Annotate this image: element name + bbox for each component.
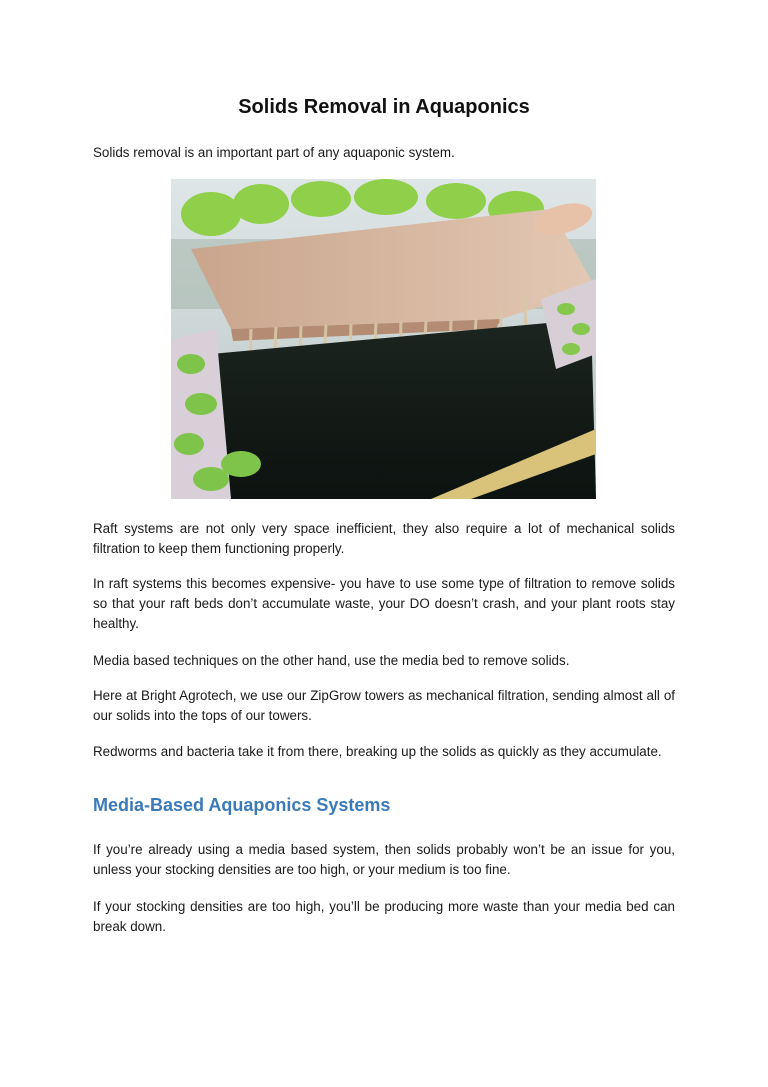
section-heading: Media-Based Aquaponics Systems <box>93 795 391 815</box>
paragraph-raft-inefficient: Raft systems are not only very space inefficient, they also require a lot of mechanical solids filtration to keep them functioning properly. <box>93 521 675 556</box>
page-title: Solids Removal in Aquaponics <box>238 96 530 118</box>
paragraph-media-based: Media based techniques on the other hand, use the media bed to remove solids. <box>93 653 570 668</box>
raft-photo-illustration <box>171 179 596 499</box>
raft-system-photo <box>171 179 596 499</box>
paragraph-raft-expensive: In raft systems this becomes expensive- you have to use some type of filtration to remove solids so that your raft beds don’t accumulate waste, your DO doesn’t crash, and your plant roots stay healthy. <box>93 576 675 631</box>
paragraph-media-system: If you’re already using a media based system, then solids probably won’t be an issue for you, unless your stocking densities are too high, or your medium is too fine. <box>93 842 675 877</box>
intro-paragraph: Solids removal is an important part of any aquaponic system. <box>93 145 455 160</box>
paragraph-zipgrow: Here at Bright Agrotech, we use our ZipGrow towers as mechanical filtration, sending almost all of our solids into the tops of our towers. <box>93 688 675 723</box>
paragraph-stocking-density: If your stocking densities are too high, you’ll be producing more waste than your media bed can break down. <box>93 899 675 934</box>
paragraph-redworms: Redworms and bacteria take it from there, breaking up the solids as quickly as they accumulate. <box>93 744 662 759</box>
